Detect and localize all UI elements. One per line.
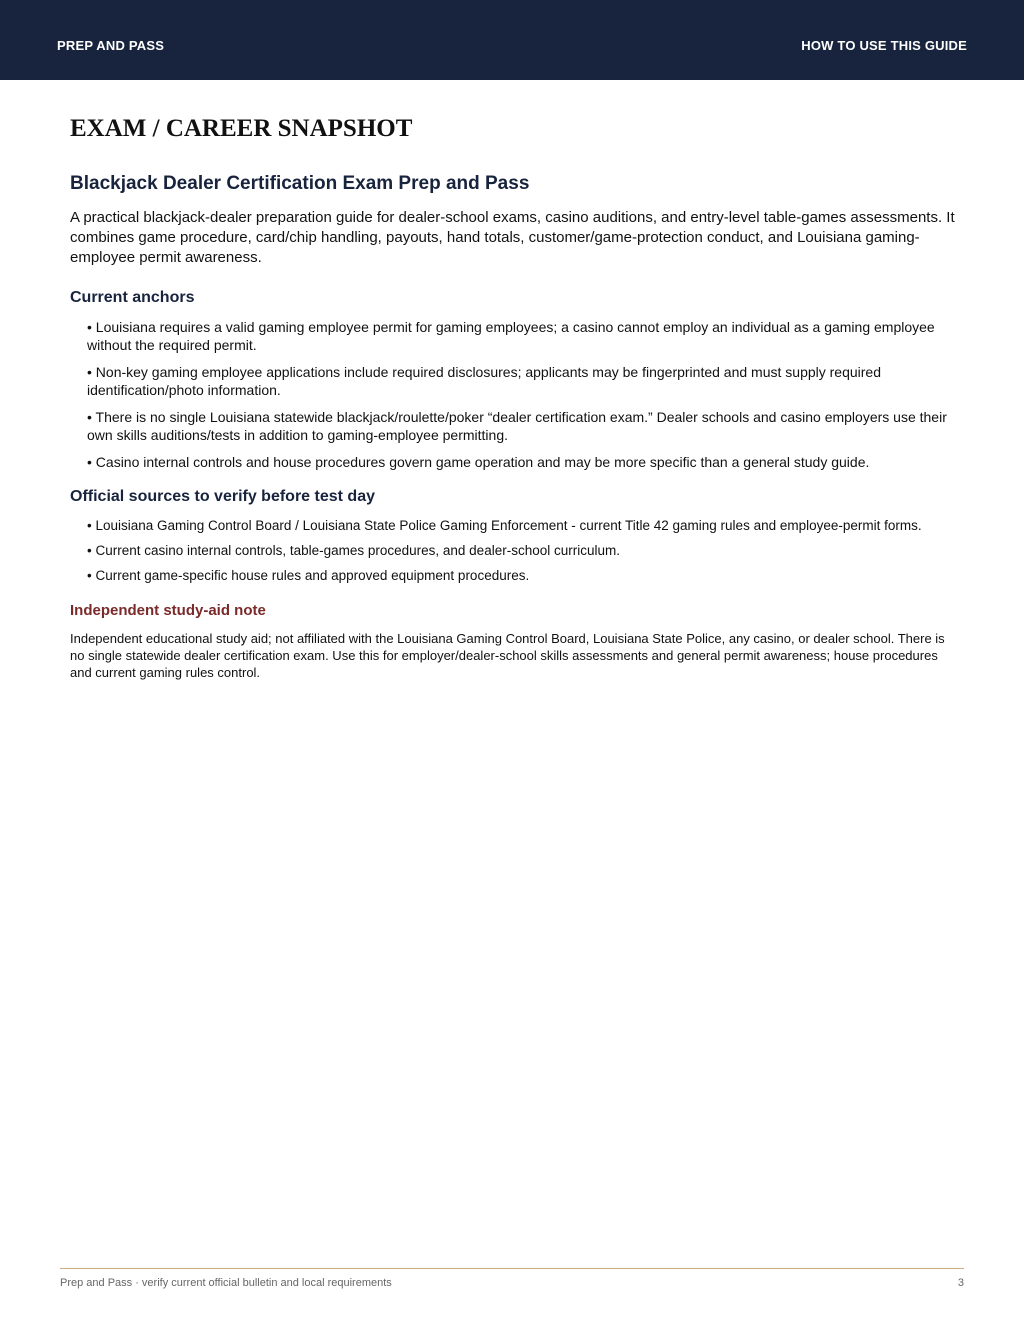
study-aid-note-text: Independent educational study aid; not affiliated with the Louisiana Gaming Control Board, Louisiana State Police, any casino, or dealer school. There is no single statewide dealer certification exam. Use this for employer/dealer-school skills assessments and general permit awareness; house procedures and current gaming rules control.	[70, 631, 945, 680]
intro-paragraph: A practical blackjack-dealer preparation guide for dealer-school exams, casino auditions, and entry-level table-games assessments. It combines game procedure, card/chip handling, payouts, hand totals, customer/game-protection conduct, and Louisiana gaming-employee permit awareness.	[70, 209, 955, 266]
sources-list-item: • Current game-specific house rules and approved equipment procedures.	[87, 568, 530, 583]
anchors-list	[87, 318, 955, 471]
header-band	[0, 0, 1024, 80]
anchors-list-item: • There is no single Louisiana statewide blackjack/roulette/poker “dealer certification exam.” Dealer schools and casino employers use their own skills auditions/tests in addition to gaming-employee permitting.	[87, 409, 947, 443]
anchors-heading: Current anchors	[70, 289, 195, 306]
anchors-list-item: • Non-key gaming employee applications include required disclosures; applicants may be fingerprinted and must supply required identification/photo information.	[87, 364, 882, 398]
anchors-list-item: • Casino internal controls and house procedures govern game operation and may be more specific than a general study guide.	[87, 454, 870, 470]
footer-divider	[60, 1268, 964, 1269]
document-title: Blackjack Dealer Certification Exam Prep and Pass	[70, 173, 530, 194]
sources-list-item: • Current casino internal controls, table-games procedures, and dealer-school curriculum.	[87, 543, 620, 558]
footer-text: Prep and Pass · verify current official bulletin and local requirements	[60, 1277, 392, 1289]
page-number: 3	[957, 1277, 964, 1289]
anchors-list-item: • Louisiana requires a valid gaming employee permit for gaming employees; a casino cannot employ an individual as a gaming employee without the required permit.	[87, 319, 935, 353]
sources-list-item: • Louisiana Gaming Control Board / Louisiana State Police Gaming Enforcement - current Title 42 gaming rules and employee-permit forms.	[87, 518, 922, 533]
study-aid-note-heading: Independent study-aid note	[70, 602, 266, 619]
page-title: EXAM / CAREER SNAPSHOT	[70, 115, 413, 142]
sources-list	[87, 517, 955, 585]
page-content	[70, 114, 955, 681]
sources-heading: Official sources to verify before test day	[70, 488, 375, 505]
header-section-label: HOW TO USE THIS GUIDE	[801, 38, 967, 53]
header-brand-label: PREP AND PASS	[57, 38, 165, 53]
